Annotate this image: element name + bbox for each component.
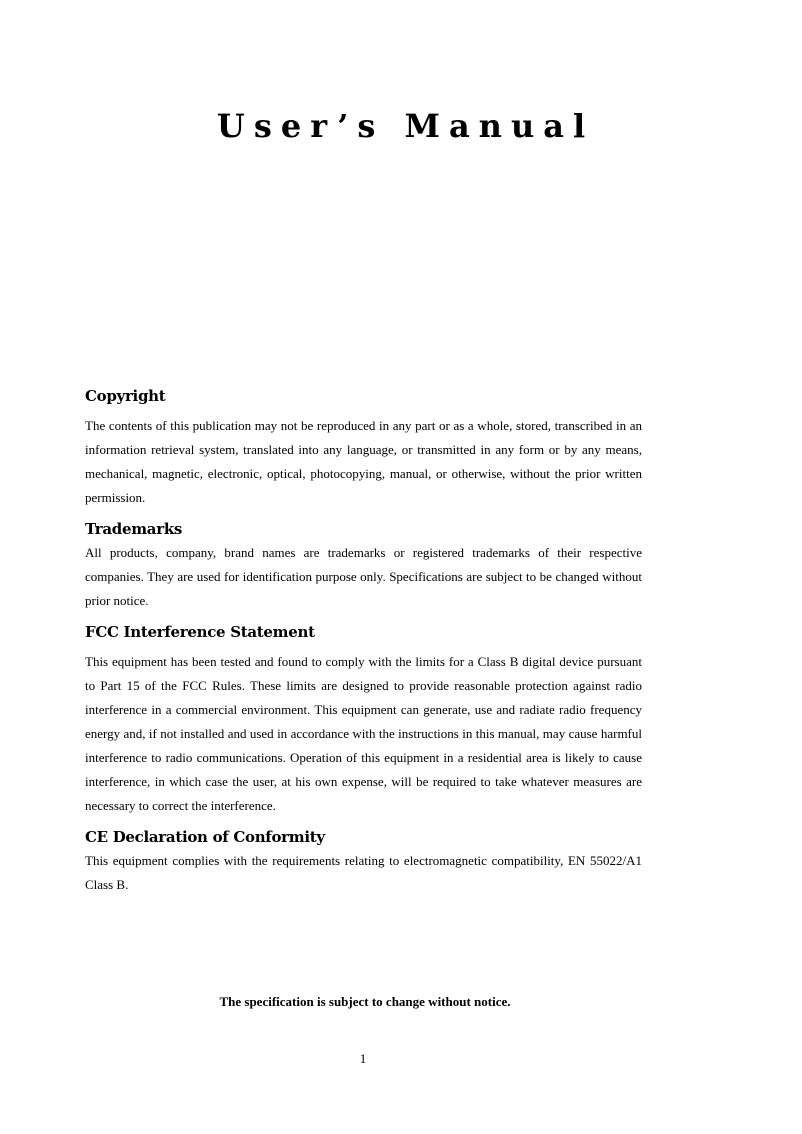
ce-body: This equipment complies with the requirements relating to electromagnetic compatibility, EN 55022/A1 Class B. xyxy=(85,853,642,892)
copyright-heading: Copyright xyxy=(85,387,166,405)
fcc-body: This equipment has been tested and found to comply with the limits for a Class B digital device pursuant to Part 15 of the FCC Rules. These limits are designed to provide reasonable protection against radio interference in a commercial environment. This equipment can generate, use and radiate radio frequency energy and, if not installed and used in accordance with the instructions in this manual, may cause harmful interference to radio communications. Operation of this equipment in a residential area is likely to cause interference, in which case the user, at his own expense, will be required to take whatever measures are necessary to correct the interference. xyxy=(85,654,642,813)
fcc-heading: FCC Interference Statement xyxy=(85,623,315,641)
document-content xyxy=(85,384,642,901)
trademarks-heading: Trademarks xyxy=(85,520,183,538)
trademarks-body: All products, company, brand names are trademarks or registered trademarks of their respective companies. They are used for identification purpose only. Specifications are subject to be changed without prior notice. xyxy=(85,545,642,608)
page-number: 1 xyxy=(359,1051,367,1066)
footnote: The specification is subject to change without notice. xyxy=(219,994,511,1009)
page-title: User’s Manual xyxy=(216,107,595,145)
ce-heading: CE Declaration of Conformity xyxy=(85,828,325,846)
copyright-body: The contents of this publication may not be reproduced in any part or as a whole, stored, transcribed in an information retrieval system, translated into any language, or transmitted in any form or by any means, mechanical, magnetic, electronic, optical, photocopying, manual, or otherwise, without the prior written permission. xyxy=(85,418,642,505)
